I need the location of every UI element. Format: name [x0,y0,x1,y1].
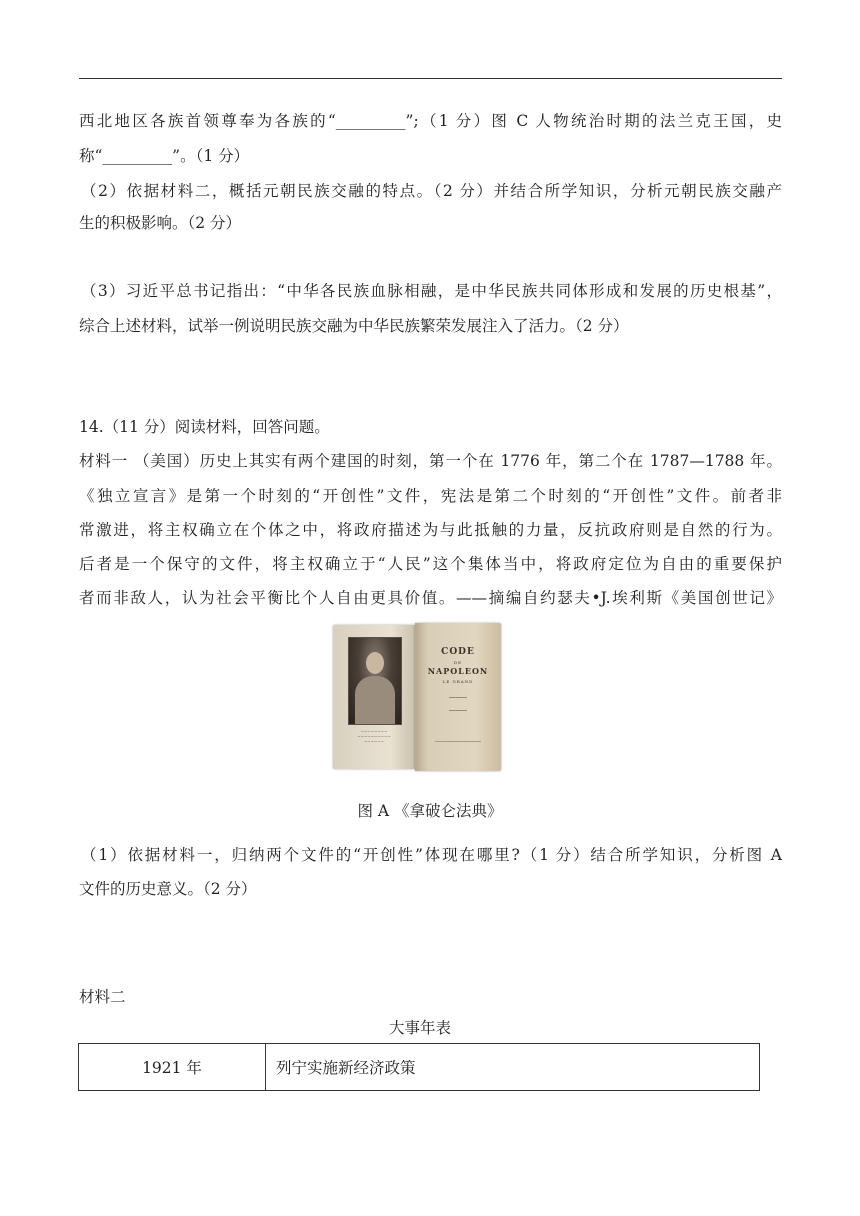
frontispiece-page [333,625,415,769]
figure-caption: 图 A 《拿破仑法典》 [357,802,503,820]
cover-title-de: DE [453,660,463,665]
cover-title-le-grand: LE GRAND [442,679,474,684]
text-line: 综合上述材料，试举一例说明民族交融为中华民族繁荣发展注入了活力。（2 分） [79,317,629,335]
plate-inscription: ~~~~~~~~ ~~~~~~~~~~ ~~~~~~ [357,729,391,744]
text-line: 生的积极影响。（2 分） [79,214,242,232]
title-page [415,623,501,771]
material-1-text: 材料一 （美国）历史上其实有两个建国的时刻，第一个在 1776 年，第二个在 1787—1788 年。 [79,452,782,470]
material-2-label: 材料二 [79,988,126,1006]
table-cell-year: 1921 年 [79,1044,266,1091]
cover-title-napoleon: NAPOLEON [427,666,489,676]
material-1-text: 《独立宣言》是第一个时刻的“开创性”文件，宪法是第二个时刻的“开创性”文件。前者非 [79,487,782,505]
text-line: 西北地区各族首领尊奉为各族的“_________”;（1 分）图 C 人物统治时期的法兰克王国，史 [79,112,782,130]
napoleon-portrait [348,637,402,725]
events-table [78,1043,760,1091]
material-1-text: 常激进，将主权确立在个体之中，将政府描述为与此抵触的力量，反抗政府则是自然的行为。 [79,521,782,539]
ornament [449,697,467,711]
imprint [435,741,481,756]
cover-title-code: CODE [441,647,475,657]
table-cell-event: 列宁实施新经济政策 [266,1044,760,1091]
question-2: （2）依据材料二，概括元朝民族交融的特点。（2 分）并结合所学知识，分析元朝民族交融产 [81,182,782,200]
question-14-1: （1）依据材料一，归纳两个文件的“开创性”体现在哪里?（1 分）结合所学知识，分析图 A [81,846,782,864]
material-1-text: 后者是一个保守的文件，将主权确立于“人民”这个集体当中，将政府定位为自由的重要保护 [79,555,782,573]
header-rule [79,78,782,79]
text-line: 文件的历史意义。（2 分） [79,880,257,898]
napoleon-code-image [333,623,503,771]
table-title: 大事年表 [388,1019,451,1037]
table-row [79,1044,760,1091]
material-1-text: 者而非敌人，认为社会平衡比个人自由更具价值。——摘编自约瑟夫•J.埃利斯《美国创世记》 [79,589,782,607]
question-14-heading: 14.（11 分）阅读材料，回答问题。 [79,418,330,436]
question-3: （3）习近平总书记指出：“中华各民族血脉相融，是中华民族共同体形成和发展的历史根基”， [81,282,782,300]
text-line: 称“_________”。（1 分） [79,147,250,165]
